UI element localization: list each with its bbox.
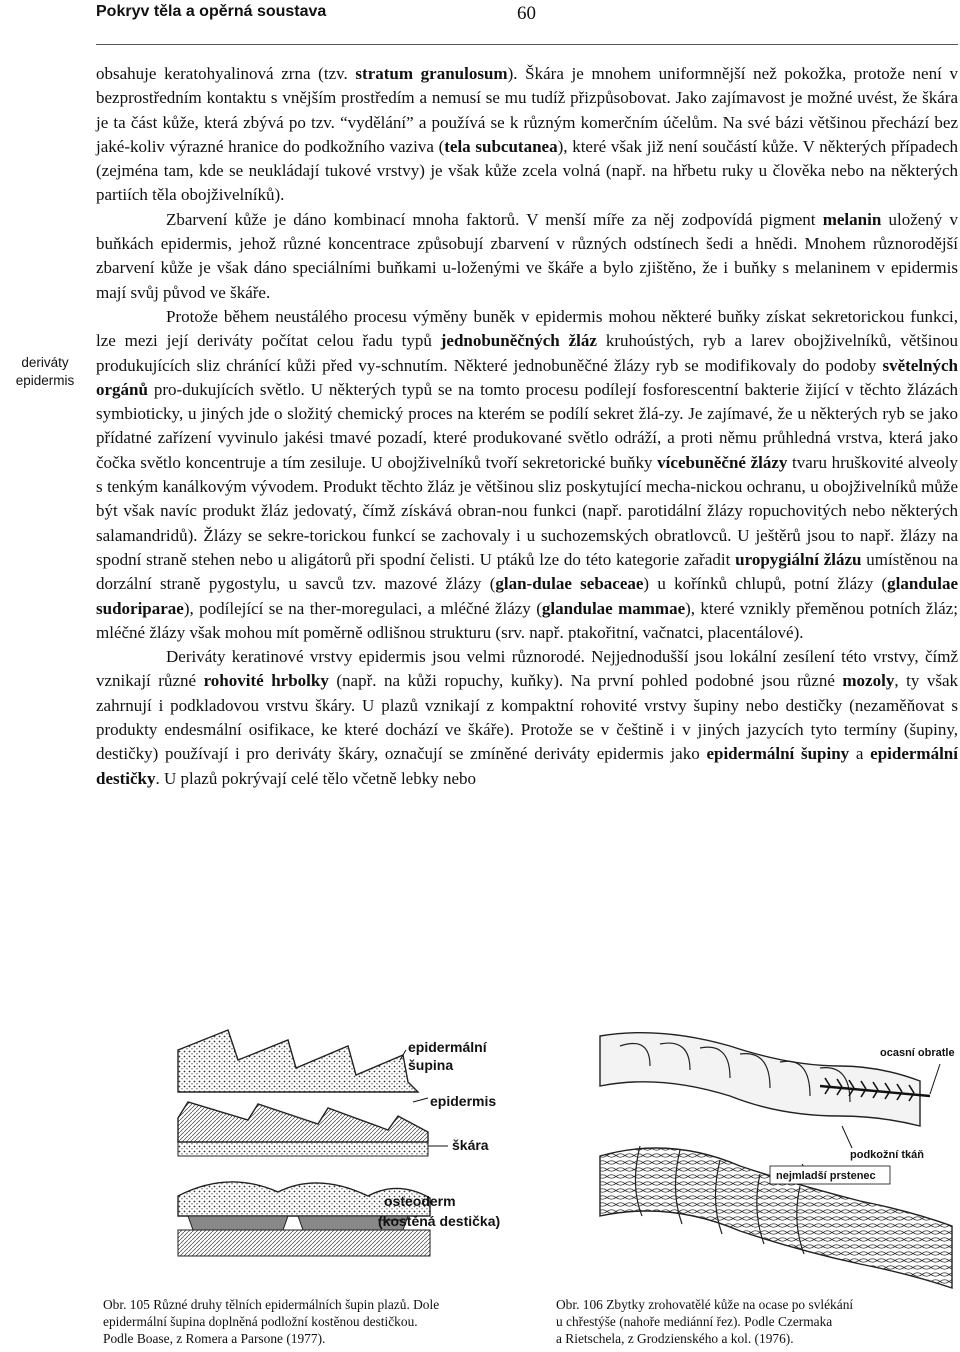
text-run: ), které však již není součástí kůže. V některých případech (zejména tam, kde se neukládají tukové vrstvy) je však kůže zcela volná (např. na hřbetu ruky u člověka nebo na některých partiích těla obojživelníků). [96, 136, 959, 205]
label-youngest-segment: nejmladší prstenec [776, 1170, 876, 1182]
label-epidermal-scale-2: šupina [408, 1057, 454, 1073]
text-run: tvaru hruškovité alveoly s tenkým kanálkovým vývodem. Produkt těchto žláz je většinou sliz poskytující mecha-nickou ochranu, u obojživelníků může být však navíc produkt žláz jedovatý, čímž získává obran-nou funkci (např. parotidální žlázy ropuchovitých nebo některých salamandridů). Žlázy se sekre-torickou funkcí se zachovaly i u suchozemských obratlovců. U ještěrů jsou to např. žlázy na spodní straně stehen nebo u aligátorů při spodní čelisti. U ptáků lze do této kategorie zařadit [96, 452, 958, 569]
text-run: , ty však zahrnují i podkladovou vrstvu škáry. U plazů vznikají z kompaktní rohovité vrstvy šupiny nebo destičky (nezaměňovat s produkty endesmální osifikace, ke které dochází ve škáře). Protože se v češtině i v jiných jazycích tyto termíny (šupiny, destičky) používají i pro deriváty škáry, označují se zmíněné deriváty epidermis jako [96, 671, 959, 764]
text-run: . U plazů pokrývají celé tělo včetně lebky nebo [155, 768, 477, 788]
text-run: ), podílející se na ther-moregulaci, a mléčné žlázy ( [183, 598, 542, 618]
text-run: a [849, 744, 871, 764]
term-glandulae-sudoriparae: glandulae sudoriparae [96, 574, 958, 618]
term-tela-subcutanea: tela subcutanea [444, 136, 558, 156]
label-subcutaneous-tissue: podkožní tkáň [850, 1149, 924, 1161]
caption-figure-106 [556, 1296, 956, 1347]
caption-figure-105 [103, 1296, 535, 1347]
caption-line: a Rietschela, z Grodzienského a kol. (1976). [556, 1331, 794, 1346]
text-run: (např. na kůži ropuchy, kuňky). Na první pohled podobné jsou různé [328, 671, 843, 691]
figure-rattle-illustration [580, 1026, 958, 1296]
text-run: ). Škára je mnohem uniformnější než pokožka, protože není v bezprostředním kontaktu s vnějším prostředím a nemusí se mu tudíž přizpůsobovat. Jako zajímavost je možné uvést, že škára je ta část kůže, která zbývá po tzv. “vydělání” a používá se k různým komerčním účelům. Na své bázi většinou přechází bez jaké-koliv výrazné hranice do podkožního vaziva ( [96, 64, 958, 156]
text-run: Deriváty keratinové vrstvy epidermis jsou velmi různorodé. Nejjednodušší jsou lokální zesílení této vrstvy, čímž vznikají různé [96, 647, 958, 691]
label-bony-plate: (kostěná destička) [378, 1213, 501, 1229]
term-glandulae-sebaceae: glan-dulae sebaceae [495, 574, 644, 594]
margin-note-line-2: epidermis [15, 373, 75, 388]
term-vicebunecne-zlazy: vícebuněčné žlázy [657, 452, 788, 472]
page-number: 60 [517, 3, 536, 24]
term-uropygialni-zlaza: uropygiální žlázu [735, 549, 862, 569]
text-run: Zbarvení kůže je dáno kombinací mnoha faktorů. V menší míře za něj zodpovídá pigment [166, 209, 823, 229]
chapter-title: Pokryv těla a opěrná soustava [96, 3, 327, 20]
label-skara: škára [452, 1137, 489, 1153]
text-run: ), které vznikly přeměnou potních žláz; mléčné žlázy však mohou mít poměrně odlišnou strukturu (srv. např. ptakořitní, vačnatci, placentálové). [96, 598, 958, 642]
text-run: uložený v buňkách epidermis, jehož různé koncentrace způsobují zbarvení v různých odstínech šedi a hnědi. Mnohem různorodější zbarvení kůže je však dáno speciálními buňkami u-loženými ve škáře a bylo zjištěno, že i buňky s melaninem v epidermis mají svůj původ ve škáře. [96, 209, 958, 302]
paragraph-2 [96, 208, 958, 305]
caption-line: u chřestýše (nahoře mediánní řez). Podle Czermaka [556, 1314, 833, 1329]
text-run: kruhoústých, ryb a larev obojživelníků, většinou produkujících sliz chránící kůži před vy-schnutím. Některé jednobuněčné žlázy ryb se modifikovaly do podoby [96, 331, 958, 375]
caption-line: Podle Boase, z Romera a Parsone (1977). [103, 1331, 326, 1346]
page-header [96, 0, 958, 40]
paragraph-4 [96, 645, 958, 791]
text-run: obsahuje keratohyalinová zrna (tzv. [96, 64, 356, 83]
term-melanin: melanin [822, 209, 882, 229]
term-glandulae-mammae: glandulae mammae [541, 598, 686, 618]
text-run: ) u kořínků chlupů, potní žlázy ( [643, 574, 888, 594]
caption-line: Obr. 106 Zbytky zrohovatělé kůže na ocase po svlékání [556, 1297, 854, 1312]
label-tail-vertebrae: ocasní obratle [880, 1047, 955, 1059]
term-stratum-granulosum: stratum granulosum [355, 64, 508, 83]
text-run: pro-dukujících světlo. U některých typů se na tomto procesu podílejí fosforescentní bakterie žijící v těchto žlázách symbioticky, u jiných jde o složitý chemický proces na kterém se podílí sekret žlá-zy. Je zajímavé, že u některých ryb se jako přídatné zařízení vyvinulo jakési tmavé pozadí, které produkované světlo odráží, a proti němu průhledná vrstva, která jako čočka světlo koncentruje a tím zesiluje. U obojživelníků tvoří sekretorické buňky [96, 379, 958, 472]
term-epidermalni-supiny: epidermální šupiny [706, 744, 850, 764]
body-text [96, 62, 958, 791]
text-run: Protože během neustálého procesu výměny buněk v epidermis mohou některé buňky získat sekretorickou funkci, lze mezi její deriváty počítat celou řadu typů [96, 306, 958, 351]
header-divider [96, 44, 958, 45]
term-jednobunecne-zlazy: jednobuněčných žláz [440, 331, 597, 351]
caption-line: epidermální šupina doplněná podložní kostěnou destičkou. [103, 1314, 418, 1329]
term-rohovite-hrbolky: rohovité hrbolky [203, 671, 329, 691]
margin-note-line-1: deriváty [21, 355, 69, 370]
label-epidermal-scale-1: epidermální [408, 1039, 487, 1055]
label-osteoderm: osteoderm [384, 1193, 456, 1209]
paragraph-3 [96, 305, 958, 645]
term-mozoly: mozoly [842, 671, 895, 691]
label-epidermis: epidermis [430, 1093, 497, 1109]
text-run: umístěnou na dorzální straně pygostylu, u savců tzv. mazové žlázy ( [96, 549, 958, 594]
term-svetelne-organy: světelných orgánů [96, 355, 958, 399]
paragraph-1 [96, 62, 958, 208]
figure-scales-illustration [168, 1020, 568, 1290]
caption-line: Obr. 105 Různé druhy tělních epidermálních šupin plazů. Dole [103, 1297, 440, 1312]
margin-note [5, 354, 85, 390]
term-epidermalni-desticky: epidermální destičky [96, 744, 958, 788]
scale-row-top [178, 1030, 418, 1092]
scale-row-middle [178, 1102, 428, 1156]
